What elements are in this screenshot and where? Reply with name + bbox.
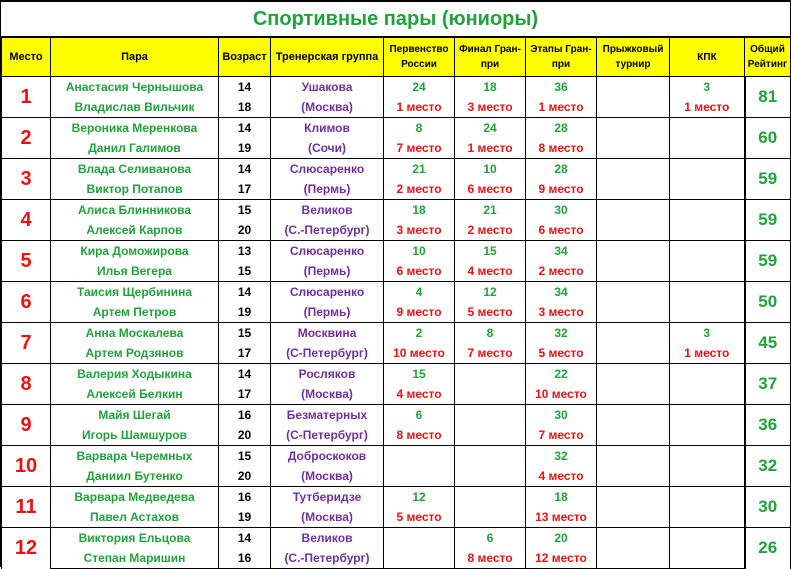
total-rating: 60: [745, 118, 791, 159]
partner-2-age: 20: [219, 466, 271, 487]
coach-city: (Пермь): [271, 179, 384, 200]
table-row: [2, 528, 791, 549]
gp-points: 34: [526, 282, 597, 303]
table-row-second-line: [2, 302, 791, 323]
kpk-points: [670, 446, 745, 467]
gp-points: 28: [526, 159, 597, 180]
partner-1-name: Варвара Медведева: [51, 487, 219, 508]
header-row: [2, 38, 791, 77]
champ-place: 10 место: [384, 343, 455, 364]
gp-points: 28: [526, 118, 597, 139]
jump-place: [597, 507, 670, 528]
kpk-points: [670, 405, 745, 426]
gp-points: 22: [526, 364, 597, 385]
gpf-points: [455, 487, 526, 508]
gpf-points: [455, 446, 526, 467]
coach-name: Безматерных: [271, 405, 384, 426]
table-body: [2, 77, 791, 569]
partner-2-age: 19: [219, 138, 271, 159]
table-row-second-line: [2, 384, 791, 405]
coach-city: (Москва): [271, 466, 384, 487]
gpf-place: [455, 425, 526, 446]
partner-1-name: Валерия Ходыкина: [51, 364, 219, 385]
coach-city: (Москва): [271, 384, 384, 405]
coach-name: Слюсаренко: [271, 159, 384, 180]
partner-2-age: 17: [219, 179, 271, 200]
partner-2-age: 19: [219, 507, 271, 528]
total-rating: 59: [745, 159, 791, 200]
table-row: [2, 282, 791, 303]
total-rating: 36: [745, 405, 791, 446]
jump-place: [597, 261, 670, 282]
jump-points: [597, 364, 670, 385]
partner-2-age: 17: [219, 384, 271, 405]
partner-2-age: 17: [219, 343, 271, 364]
partner-1-age: 14: [219, 118, 271, 139]
coach-name: Ушакова: [271, 77, 384, 98]
total-rating: 59: [745, 200, 791, 241]
champ-place: 3 место: [384, 220, 455, 241]
champ-place: 8 место: [384, 425, 455, 446]
jump-points: [597, 241, 670, 262]
kpk-place: [670, 261, 745, 282]
jump-points: [597, 77, 670, 98]
kpk-place: [670, 384, 745, 405]
table-row: [2, 118, 791, 139]
jump-points: [597, 323, 670, 344]
gpf-points: [455, 364, 526, 385]
champ-points: 2: [384, 323, 455, 344]
partner-2-name: Даниил Бутенко: [51, 466, 219, 487]
gpf-place: [455, 507, 526, 528]
jump-points: [597, 118, 670, 139]
kpk-points: 3: [670, 323, 745, 344]
champ-points: 6: [384, 405, 455, 426]
gpf-place: 3 место: [455, 97, 526, 118]
header-jump: Прыжковый турнир: [597, 38, 670, 77]
kpk-points: [670, 118, 745, 139]
total-rating: 45: [745, 323, 791, 364]
partner-2-age: 16: [219, 548, 271, 569]
gp-points: 20: [526, 528, 597, 549]
partner-1-name: Алиса Блинникова: [51, 200, 219, 221]
table-row: [2, 200, 791, 221]
gp-points: 32: [526, 323, 597, 344]
total-rating: 30: [745, 487, 791, 528]
partner-2-name: Артем Петров: [51, 302, 219, 323]
table-row-second-line: [2, 425, 791, 446]
header-coach: Тренерская группа: [271, 38, 384, 77]
kpk-points: [670, 159, 745, 180]
gpf-points: 10: [455, 159, 526, 180]
champ-place: [384, 548, 455, 569]
table-row-second-line: [2, 97, 791, 118]
partner-1-name: Майя Шегай: [51, 405, 219, 426]
gp-points: 32: [526, 446, 597, 467]
champ-points: 8: [384, 118, 455, 139]
partner-2-age: 20: [219, 220, 271, 241]
jump-place: [597, 138, 670, 159]
table-row: [2, 487, 791, 508]
gp-points: 18: [526, 487, 597, 508]
coach-name: Великов: [271, 528, 384, 549]
gpf-place: [455, 384, 526, 405]
partner-2-name: Алексей Белкин: [51, 384, 219, 405]
gpf-place: [455, 466, 526, 487]
gpf-points: 24: [455, 118, 526, 139]
champ-points: 21: [384, 159, 455, 180]
partner-2-name: Павел Астахов: [51, 507, 219, 528]
jump-points: [597, 528, 670, 549]
kpk-place: [670, 425, 745, 446]
gp-points: 34: [526, 241, 597, 262]
ranking-table: [1, 37, 791, 569]
jump-place: [597, 220, 670, 241]
total-rating: 50: [745, 282, 791, 323]
gp-place: 4 место: [526, 466, 597, 487]
coach-name: Тутберидзе: [271, 487, 384, 508]
partner-1-age: 13: [219, 241, 271, 262]
champ-points: 24: [384, 77, 455, 98]
champ-place: 7 место: [384, 138, 455, 159]
partner-2-name: Данил Галимов: [51, 138, 219, 159]
champ-place: 1 место: [384, 97, 455, 118]
gpf-place: 5 место: [455, 302, 526, 323]
partner-1-age: 14: [219, 364, 271, 385]
jump-place: [597, 179, 670, 200]
table-row-second-line: [2, 507, 791, 528]
total-rating: 37: [745, 364, 791, 405]
jump-points: [597, 282, 670, 303]
gp-place: 1 место: [526, 97, 597, 118]
jump-points: [597, 405, 670, 426]
champ-points: 10: [384, 241, 455, 262]
coach-city: (Москва): [271, 97, 384, 118]
gpf-place: 2 место: [455, 220, 526, 241]
kpk-points: [670, 200, 745, 221]
gp-place: 8 место: [526, 138, 597, 159]
place-cell: 2: [2, 118, 51, 159]
partner-2-age: 18: [219, 97, 271, 118]
table-row-second-line: [2, 466, 791, 487]
coach-city: (Пермь): [271, 302, 384, 323]
gp-place: 12 место: [526, 548, 597, 569]
kpk-place: 1 место: [670, 343, 745, 364]
place-cell: 10: [2, 446, 51, 487]
champ-place: 2 место: [384, 179, 455, 200]
coach-name: Слюсаренко: [271, 282, 384, 303]
partner-1-age: 16: [219, 487, 271, 508]
coach-city: (Пермь): [271, 261, 384, 282]
partner-2-name: Виктор Потапов: [51, 179, 219, 200]
table-row: [2, 405, 791, 426]
coach-name: Великов: [271, 200, 384, 221]
header-gpf: Финал Гран-при: [455, 38, 526, 77]
coach-city: (С-Петербург): [271, 425, 384, 446]
champ-points: [384, 446, 455, 467]
partner-2-name: Степан Маришин: [51, 548, 219, 569]
kpk-points: [670, 528, 745, 549]
table-row-second-line: [2, 548, 791, 569]
total-rating: 26: [745, 528, 791, 569]
gpf-points: 15: [455, 241, 526, 262]
place-cell: 8: [2, 364, 51, 405]
kpk-place: [670, 548, 745, 569]
header-total: Общий Рейтинг: [745, 38, 791, 77]
kpk-place: [670, 466, 745, 487]
place-cell: 11: [2, 487, 51, 528]
header-age: Возраст: [219, 38, 271, 77]
place-cell: 5: [2, 241, 51, 282]
partner-1-age: 14: [219, 159, 271, 180]
partner-1-age: 15: [219, 323, 271, 344]
jump-place: [597, 384, 670, 405]
partner-1-age: 14: [219, 282, 271, 303]
place-cell: 1: [2, 77, 51, 118]
partner-2-name: Алексей Карпов: [51, 220, 219, 241]
coach-city: (С-Петербург): [271, 343, 384, 364]
gp-place: 10 место: [526, 384, 597, 405]
kpk-points: [670, 241, 745, 262]
jump-place: [597, 343, 670, 364]
champ-points: 15: [384, 364, 455, 385]
jump-place: [597, 425, 670, 446]
partner-1-age: 15: [219, 200, 271, 221]
champ-place: 9 место: [384, 302, 455, 323]
table-row: [2, 364, 791, 385]
gp-place: 7 место: [526, 425, 597, 446]
champ-points: 12: [384, 487, 455, 508]
champ-points: 18: [384, 200, 455, 221]
kpk-place: [670, 179, 745, 200]
table-row: [2, 77, 791, 98]
header-champ: Первенство России: [384, 38, 455, 77]
kpk-place: 1 место: [670, 97, 745, 118]
partner-1-age: 14: [219, 77, 271, 98]
gpf-points: 6: [455, 528, 526, 549]
jump-points: [597, 200, 670, 221]
table-title: Спортивные пары (юниоры): [1, 0, 790, 37]
gpf-points: 18: [455, 77, 526, 98]
header-place: Место: [2, 38, 51, 77]
header-gp: Этапы Гран-при: [526, 38, 597, 77]
table-row: [2, 159, 791, 180]
partner-1-age: 14: [219, 528, 271, 549]
gpf-points: [455, 405, 526, 426]
champ-place: 6 место: [384, 261, 455, 282]
place-cell: 9: [2, 405, 51, 446]
partner-1-name: Вероника Меренкова: [51, 118, 219, 139]
partner-1-age: 16: [219, 405, 271, 426]
coach-name: Климов: [271, 118, 384, 139]
place-cell: 4: [2, 200, 51, 241]
place-cell: 6: [2, 282, 51, 323]
kpk-points: [670, 282, 745, 303]
gp-place: 6 место: [526, 220, 597, 241]
jump-points: [597, 446, 670, 467]
champ-place: 5 место: [384, 507, 455, 528]
coach-name: Москвина: [271, 323, 384, 344]
kpk-points: [670, 487, 745, 508]
champ-place: 4 место: [384, 384, 455, 405]
coach-city: (Москва): [271, 507, 384, 528]
table-row-second-line: [2, 343, 791, 364]
jump-place: [597, 302, 670, 323]
kpk-points: 3: [670, 77, 745, 98]
partner-2-age: 20: [219, 425, 271, 446]
gp-place: 3 место: [526, 302, 597, 323]
partner-1-age: 15: [219, 446, 271, 467]
partner-1-name: Кира Доможирова: [51, 241, 219, 262]
coach-city: (С.-Петербург): [271, 548, 384, 569]
partner-1-name: Влада Селиванова: [51, 159, 219, 180]
kpk-place: [670, 507, 745, 528]
gp-place: 13 место: [526, 507, 597, 528]
jump-place: [597, 97, 670, 118]
champ-points: [384, 528, 455, 549]
kpk-place: [670, 138, 745, 159]
partner-1-name: Анастасия Чернышова: [51, 77, 219, 98]
header-pair: Пара: [51, 38, 219, 77]
jump-place: [597, 466, 670, 487]
coach-name: Слюсаренко: [271, 241, 384, 262]
jump-points: [597, 487, 670, 508]
kpk-points: [670, 364, 745, 385]
total-rating: 59: [745, 241, 791, 282]
table-row-second-line: [2, 261, 791, 282]
place-cell: 12: [2, 528, 51, 569]
place-cell: 3: [2, 159, 51, 200]
jump-place: [597, 548, 670, 569]
gpf-place: 6 место: [455, 179, 526, 200]
gpf-place: 4 место: [455, 261, 526, 282]
gp-place: 9 место: [526, 179, 597, 200]
partner-2-age: 15: [219, 261, 271, 282]
partner-1-name: Таисия Щербинина: [51, 282, 219, 303]
table-row: [2, 241, 791, 262]
kpk-place: [670, 302, 745, 323]
table-row-second-line: [2, 179, 791, 200]
place-cell: 7: [2, 323, 51, 364]
gp-place: 2 место: [526, 261, 597, 282]
coach-name: Росляков: [271, 364, 384, 385]
partner-2-name: Владислав Вильчик: [51, 97, 219, 118]
champ-points: 4: [384, 282, 455, 303]
partner-2-name: Артем Родзянов: [51, 343, 219, 364]
champ-place: [384, 466, 455, 487]
gp-points: 30: [526, 200, 597, 221]
gpf-place: 1 место: [455, 138, 526, 159]
gpf-points: 12: [455, 282, 526, 303]
coach-city: (С.-Петербург): [271, 220, 384, 241]
partner-1-name: Анна Москалева: [51, 323, 219, 344]
gpf-points: 21: [455, 200, 526, 221]
table-row-second-line: [2, 220, 791, 241]
table-row-second-line: [2, 138, 791, 159]
partner-1-name: Виктория Ельцова: [51, 528, 219, 549]
gp-points: 30: [526, 405, 597, 426]
total-rating: 81: [745, 77, 791, 118]
coach-city: (Сочи): [271, 138, 384, 159]
gpf-place: 8 место: [455, 548, 526, 569]
coach-name: Доброскоков: [271, 446, 384, 467]
partner-2-name: Илья Вегера: [51, 261, 219, 282]
jump-points: [597, 159, 670, 180]
kpk-place: [670, 220, 745, 241]
partner-1-name: Варвара Черемных: [51, 446, 219, 467]
gp-place: 5 место: [526, 343, 597, 364]
table-row: [2, 446, 791, 467]
header-kpk: КПК: [670, 38, 745, 77]
gpf-points: 8: [455, 323, 526, 344]
table-row: [2, 323, 791, 344]
gp-points: 36: [526, 77, 597, 98]
gpf-place: 7 место: [455, 343, 526, 364]
partner-2-age: 19: [219, 302, 271, 323]
partner-2-name: Игорь Шамшуров: [51, 425, 219, 446]
total-rating: 32: [745, 446, 791, 487]
